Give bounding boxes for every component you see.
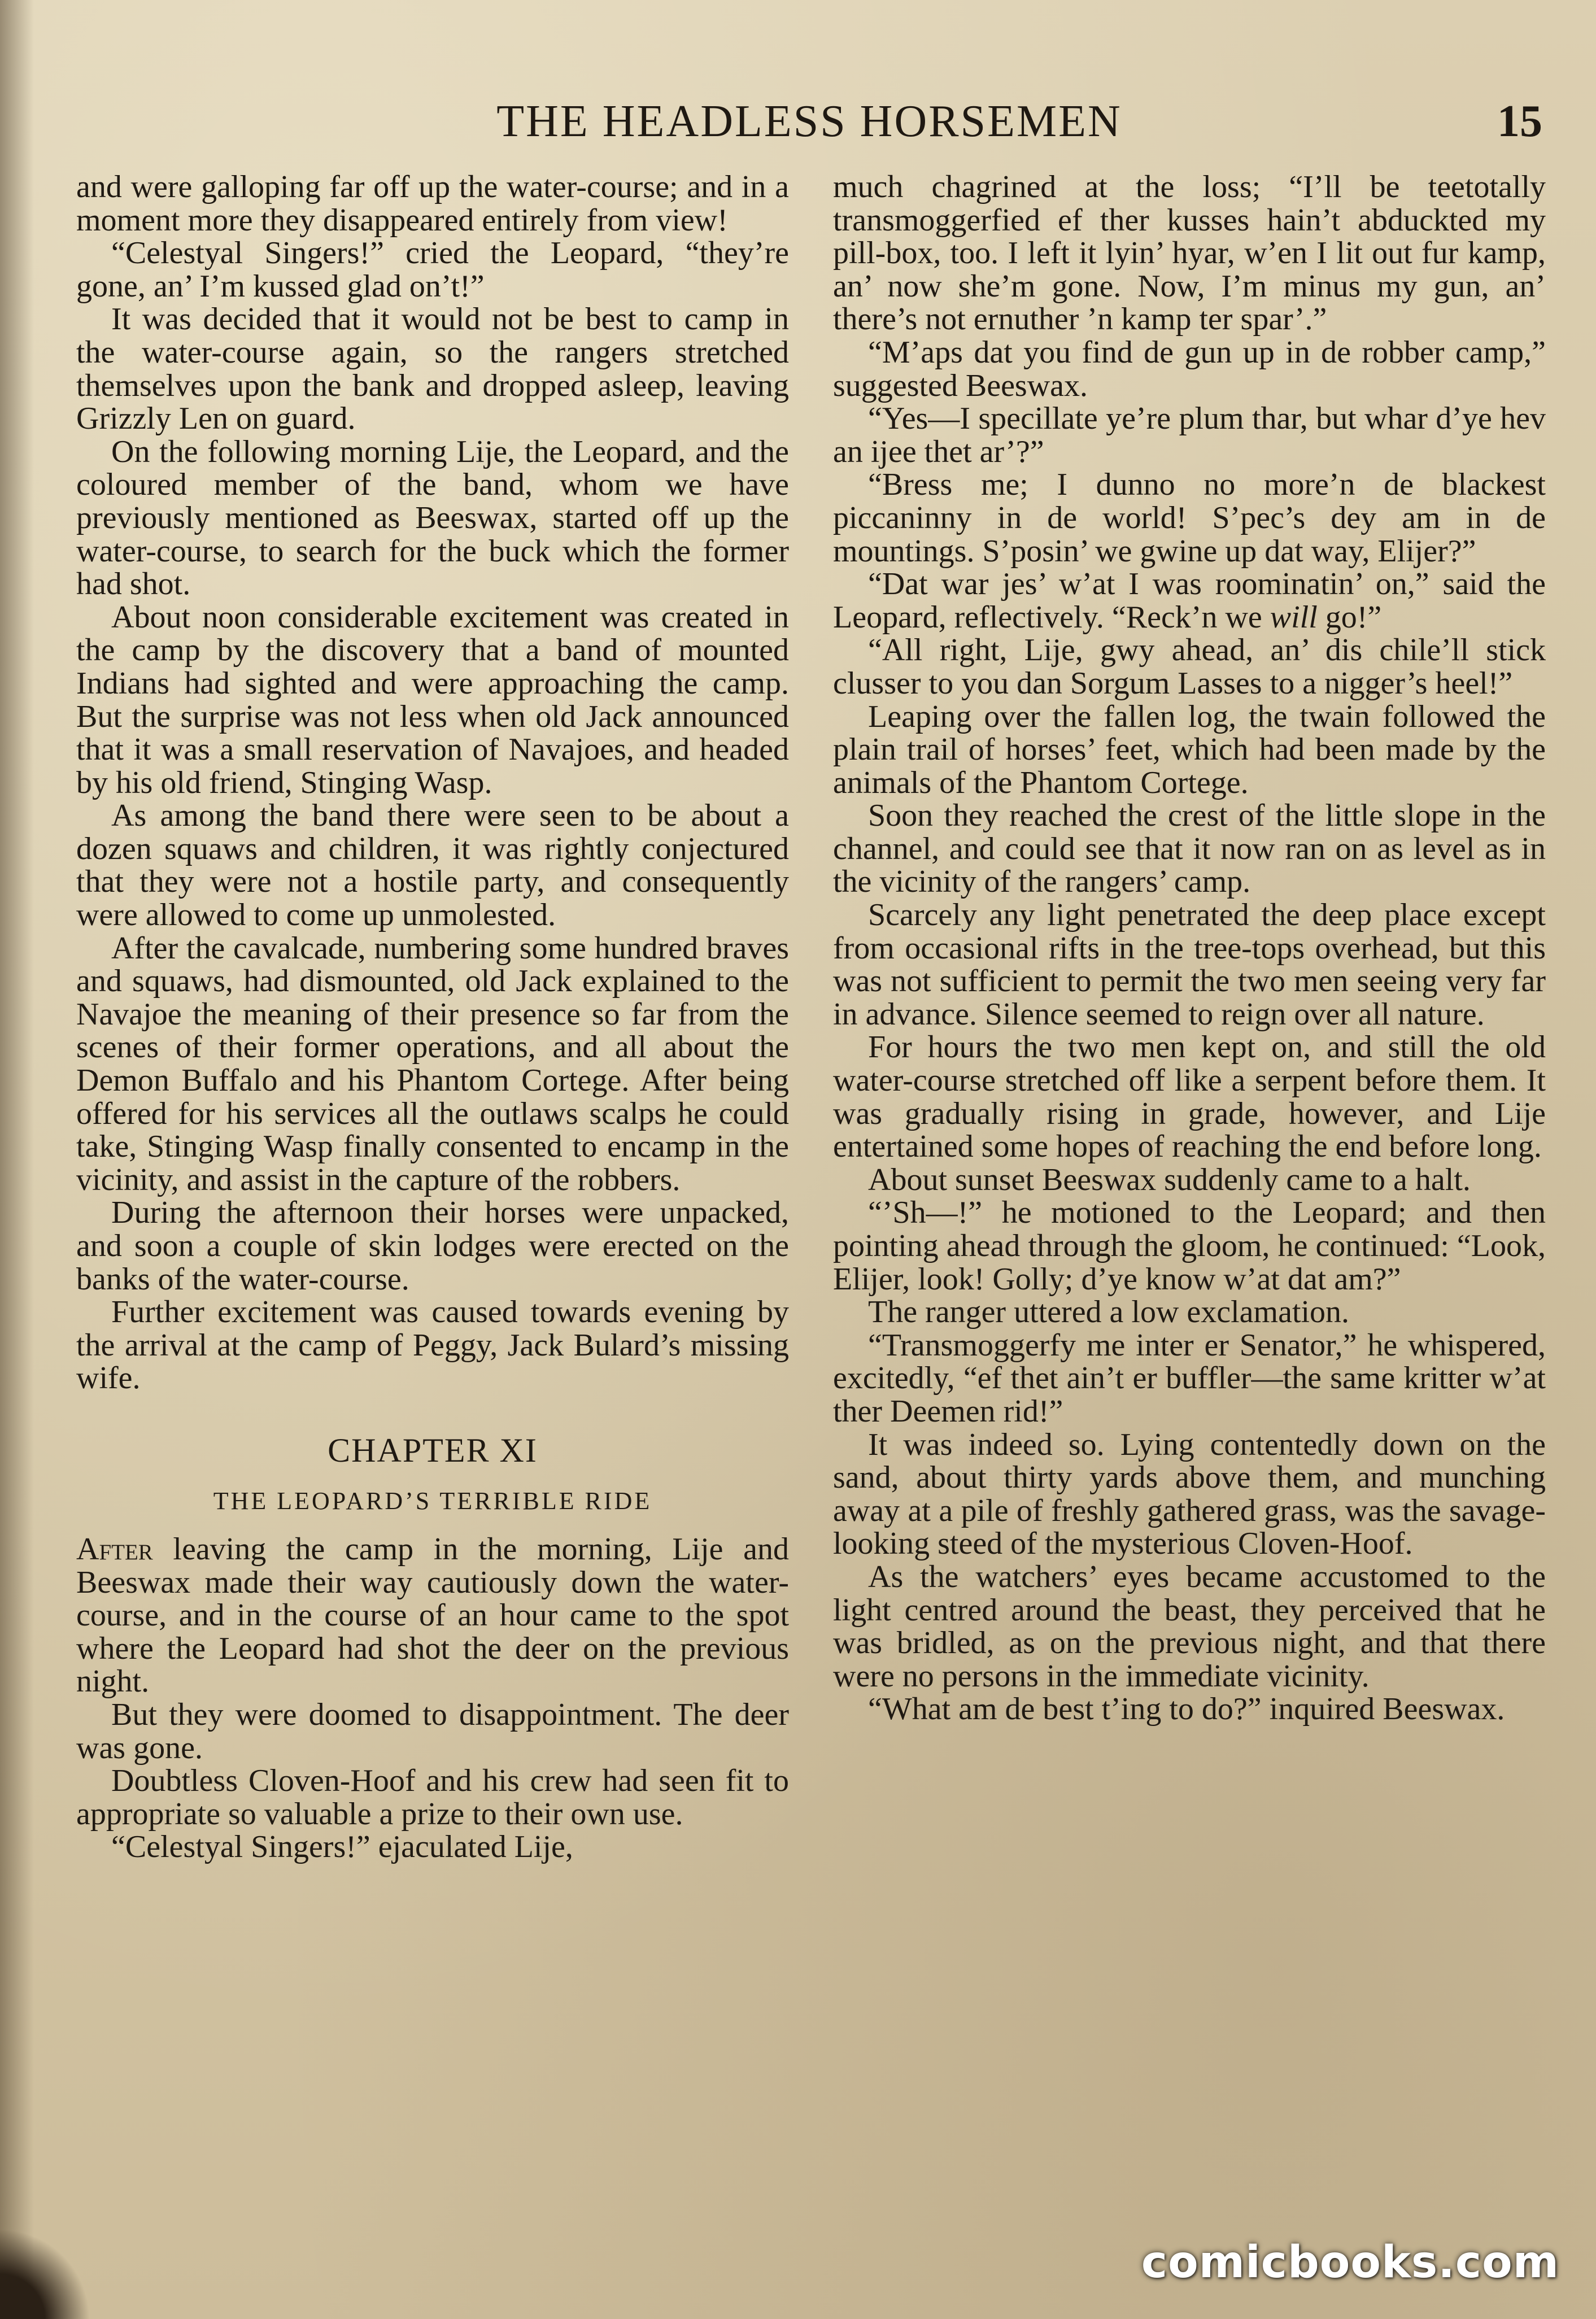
paragraph: For hours the two men kept on, and still the old water-course stretched off like a serpent before them. It was gradually rising in grade, however, and Lije entertained some hopes of reaching the end before long. <box>833 1030 1546 1165</box>
paragraph: It was decided that it would not be best to camp in the water-course again, so the rangers stretched themselves upon the bank and dropped asleep, leaving Grizzly Len on guard. <box>76 302 789 437</box>
paragraph: “Transmoggerfy me inter er Senator,” he whispered, excitedly, “ef thet ain’t er buffler—the same kritter w’at ther Deemen rid!” <box>833 1327 1546 1429</box>
paragraph: But they were doomed to disappointment. The deer was gone. <box>76 1697 789 1766</box>
chapter-title: CHAPTER XI <box>328 1431 538 1469</box>
paragraph: Further excitement was caused towards evening by the arrival at the camp of Peggy, Jack Bulard’s missing wife. <box>76 1294 789 1396</box>
paragraph: “Celestyal Singers!” cried the Leopard, “they’re gone, an’ I’m kussed glad on’t!” <box>76 236 789 304</box>
paragraph: About noon considerable excitement was created in the camp by the discovery that a band of mounted Indians had sighted and were approaching the camp. But the surprise was not less when old Jack announced that it was a small reservation of Navajoes, and headed by his old friend, Stinging Wasp. <box>76 599 789 800</box>
paragraph: “Yes—I specillate ye’re plum thar, but whar d’ye hev an ijee thet ar’?” <box>833 401 1546 469</box>
paragraph-text: “Dat war jes’ w’at I was roominatin’ on,” said the Leopard, reflectively. “Reck’n we <box>833 566 1546 635</box>
paragraph: “’Sh—!” he motioned to the Leopard; and then pointing ahead through the gloom, he continued: “Look, Elijer, look! Golly; d’ye know w’at dat am?” <box>833 1195 1546 1297</box>
right-column <box>833 171 1546 1726</box>
paragraph <box>833 568 1546 634</box>
small-caps-opening-word: After <box>76 1531 153 1567</box>
paragraph: “Celestyal Singers!” ejaculated Lije, <box>111 1829 573 1865</box>
paragraph: and were galloping far off up the water-course; and in a moment more they disappeared entirely from view! <box>76 169 789 238</box>
paragraph: About sunset Beeswax suddenly came to a halt. <box>868 1162 1471 1197</box>
paragraph: As the watchers’ eyes became accustomed to the light centred around the beast, they perceived that he was bridled, as on the previous night, and that there were no persons in the immediate vicinity. <box>833 1559 1546 1694</box>
running-title: THE HEADLESS HORSEMEN <box>496 97 1122 146</box>
paragraph: After the cavalcade, numbering some hundred braves and squaws, had dismounted, old Jack explained to the Navajoe the meaning of their presence so far from the scenes of their former operations, and all about the Demon Buffalo and his Phantom Cortege. After being offered for his services all the outlaws scalps he could take, Stinging Wasp finally consented to encamp in the vicinity, and assist in the capture of the robbers. <box>76 930 789 1197</box>
paragraph: “Bress me; I dunno no more’n de blackest piccaninny in de world! S’pec’s dey am in de mountings. S’posin’ we gwine up dat way, Elijer?” <box>833 467 1546 569</box>
paragraph: Scarcely any light penetrated the deep place except from occasional rifts in the tree-tops overhead, but this was not sufficient to permit the two men seeing very far in advance. Silence seemed to reign over all nature. <box>833 897 1546 1032</box>
paragraph: much chagrined at the loss; “I’ll be teetotally transmoggerfied ef ther kusses hain’t abduckted my pill-box, too. I left it lyin’ hyar, w’en I lit out fur kamp, an’ now she’m gone. Now, I’m minus my gun, an’ there’s not ernuther ’n kamp ter spar’.” <box>833 169 1546 337</box>
page-number: 15 <box>1497 97 1542 146</box>
chapter-subtitle: THE LEOPARD’S TERRIBLE RIDE <box>213 1487 652 1515</box>
page-header <box>76 90 1542 152</box>
chapter-opening-paragraph <box>76 1533 789 1698</box>
paragraph: The ranger uttered a low exclamation. <box>868 1294 1350 1330</box>
emphasized-word: will <box>1270 599 1318 635</box>
watermark-logo: comicbooks.com <box>1141 2237 1559 2288</box>
paragraph: Doubtless Cloven-Hoof and his crew had seen fit to appropriate so valuable a prize to their own use. <box>76 1763 789 1832</box>
paragraph: Soon they reached the crest of the little slope in the channel, and could see that it now ran on as level as in the vicinity of the rangers’ camp. <box>833 798 1546 900</box>
paragraph: Leaping over the fallen log, the twain followed the plain trail of horses’ feet, which had been made by the animals of the Phantom Cortege. <box>833 699 1546 800</box>
paragraph: It was indeed so. Lying contentedly down on the sand, about thirty yards above them, and munching away at a pile of freshly gathered grass, was the savage-looking steed of the mysterious Cloven-Hoof. <box>833 1427 1546 1562</box>
paragraph: During the afternoon their horses were unpacked, and soon a couple of skin lodges were erected on the banks of the water-course. <box>76 1195 789 1297</box>
page-corner-shadow <box>0 2229 90 2319</box>
paragraph: “What am de best t’ing to do?” inquired Beeswax. <box>868 1692 1505 1727</box>
paragraph: “All right, Lije, gwy ahead, an’ dis chile’ll stick clusser to you dan Sorgum Lasses to a nigger’s heel!” <box>833 633 1546 701</box>
paragraph-text: leaving the camp in the morning, Lije and Beeswax made their way cautiously down the water-course, and in the course of an hour came to the spot where the Leopard had shot the deer on the previous night. <box>76 1531 789 1699</box>
paragraph: “M’aps dat you find de gun up in de robber camp,” suggested Beeswax. <box>833 334 1546 403</box>
paragraph-text: go!” <box>1317 599 1382 635</box>
paragraph: As among the band there were seen to be about a dozen squaws and children, it was rightly conjectured that they were not a hostile party, and consequently were allowed to come up unmolested. <box>76 798 789 933</box>
left-column <box>76 171 789 1864</box>
paragraph: On the following morning Lije, the Leopard, and the coloured member of the band, whom we have previously mentioned as Beeswax, started off up the water-course, to search for the buck which the former had shot. <box>76 434 789 602</box>
page-edge-shadow <box>0 0 34 2319</box>
